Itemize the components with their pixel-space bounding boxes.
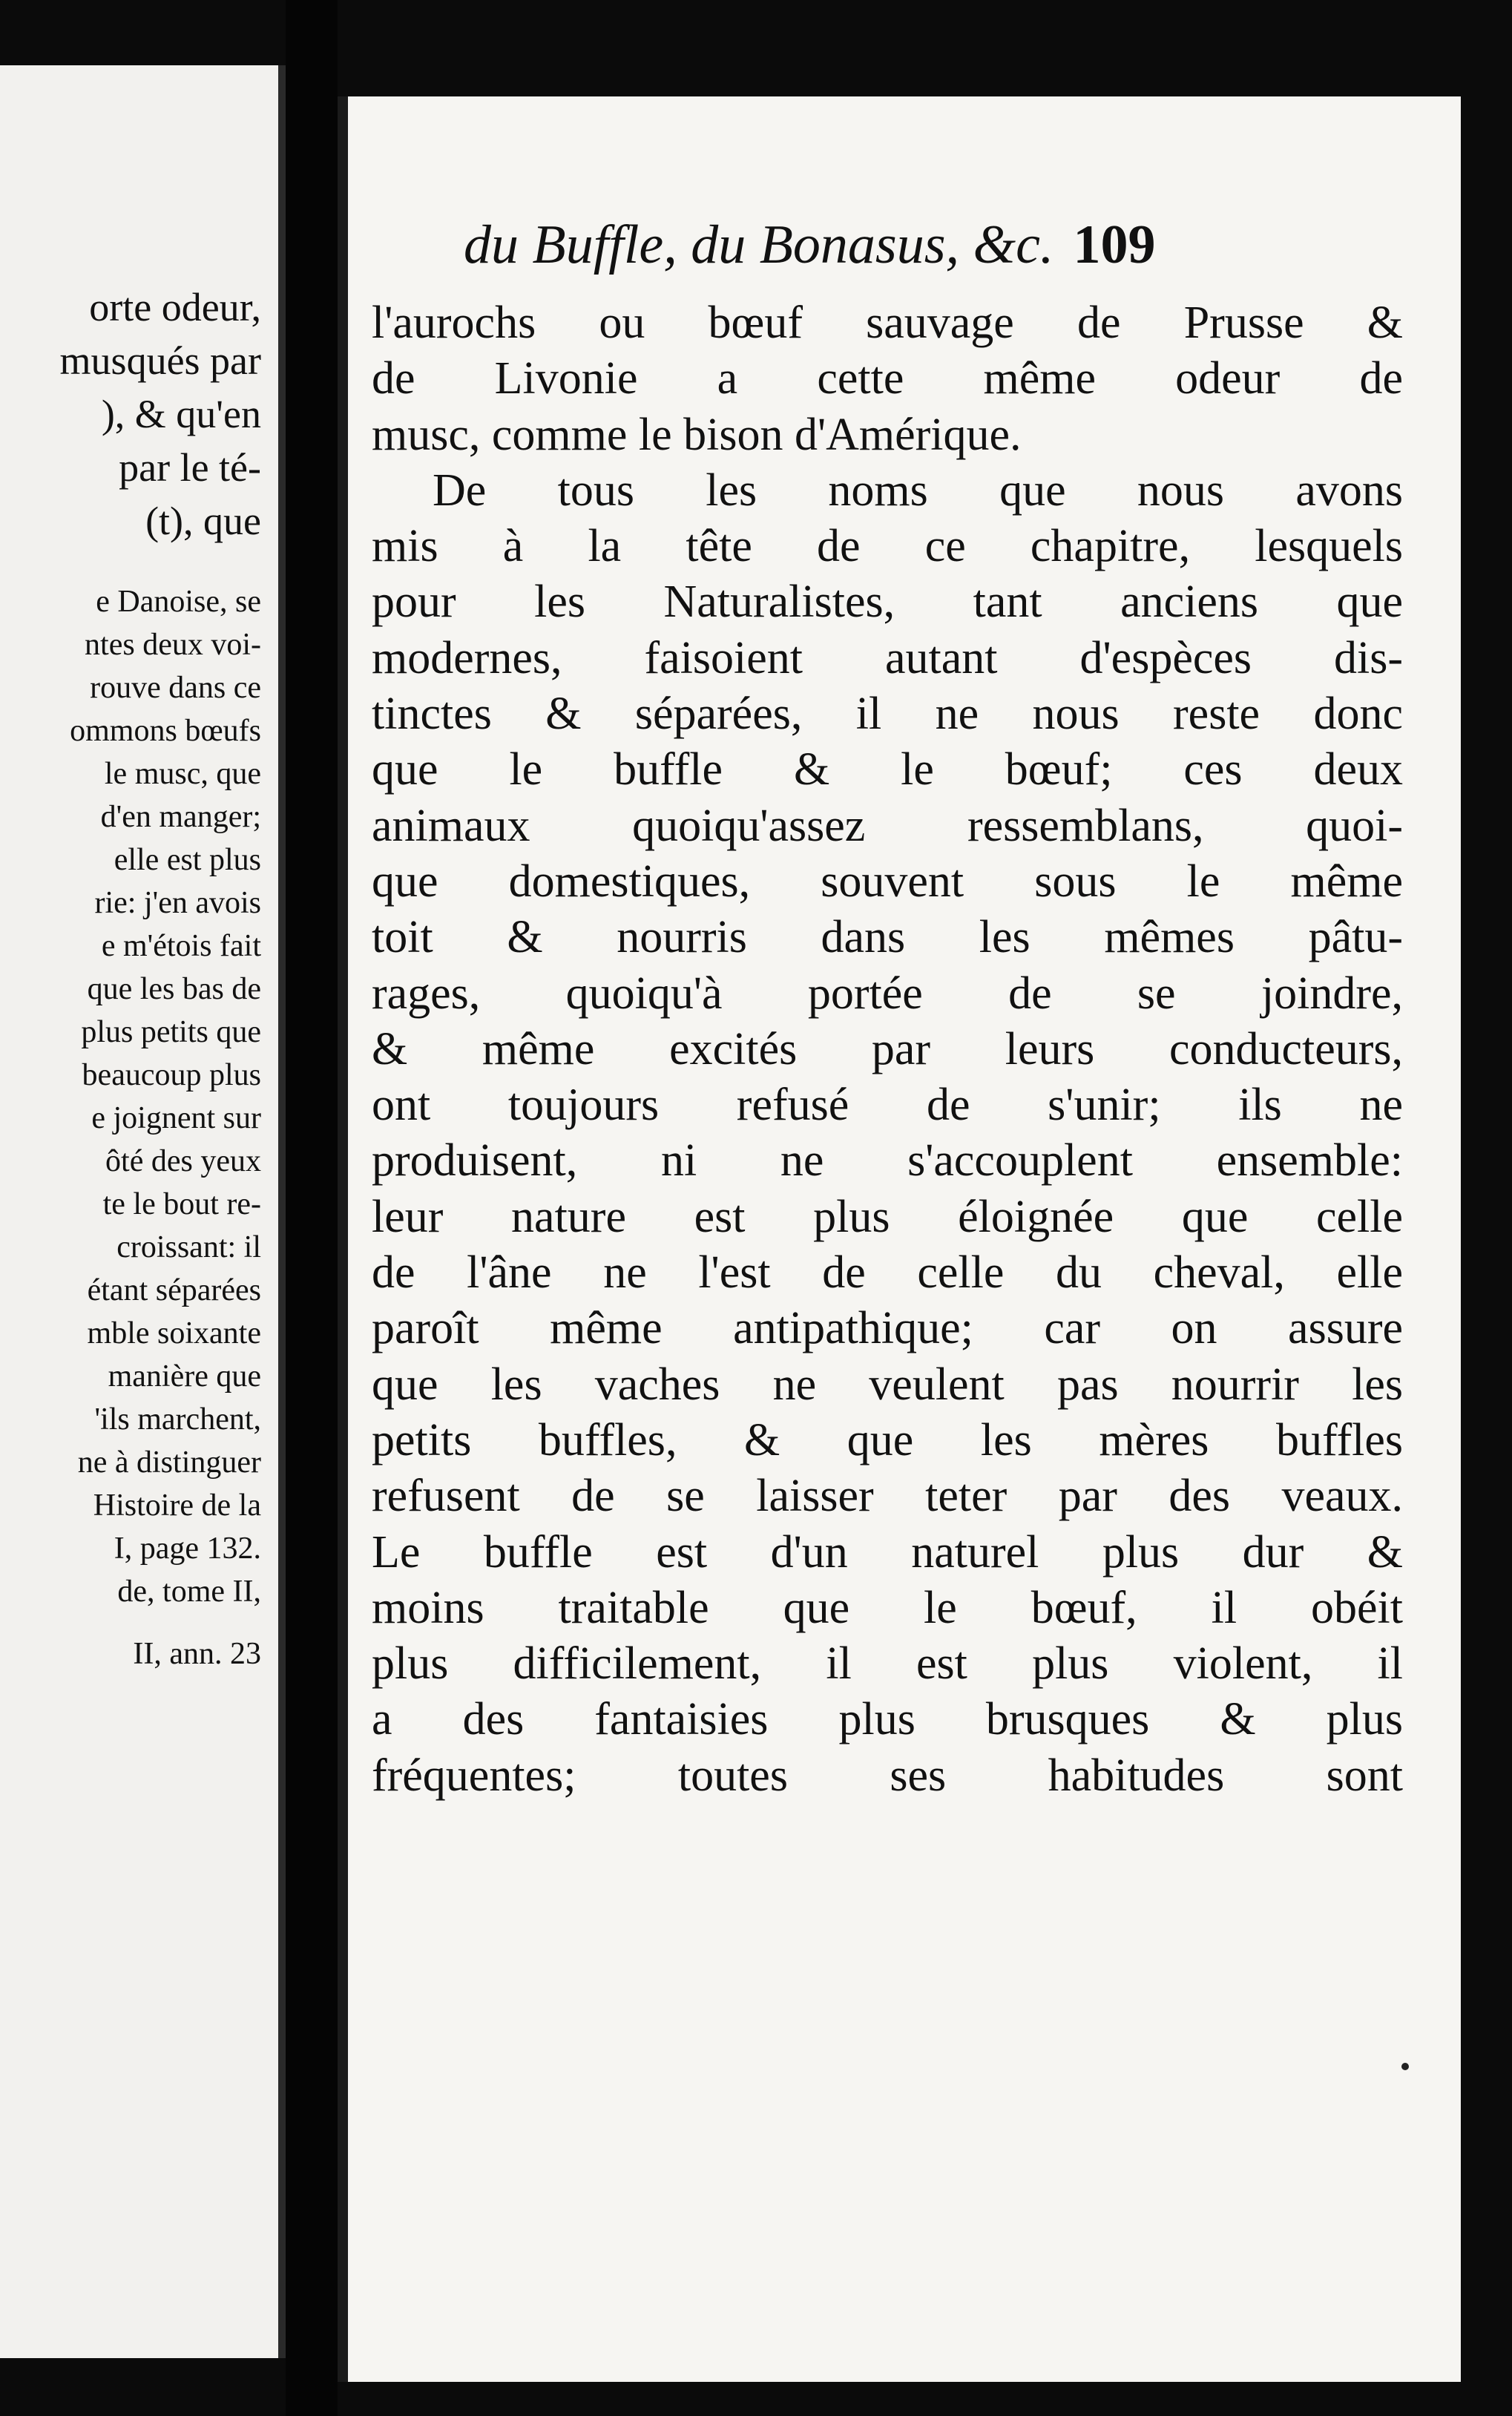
text-line: de Livonie a cette même odeur de bbox=[372, 353, 1403, 404]
left-page-line: plus petits que bbox=[81, 1015, 261, 1049]
left-page-line: orte odeur, bbox=[89, 285, 261, 329]
text-line: rages, quoiqu'à portée de se joindre, bbox=[372, 968, 1403, 1019]
left-page-line: manière que bbox=[108, 1359, 261, 1394]
left-page-line: ommons bœufs bbox=[70, 714, 261, 748]
text-line: animaux quoiqu'assez ressemblans, quoi- bbox=[372, 800, 1403, 851]
left-page-line: ntes deux voi- bbox=[85, 628, 261, 662]
text-line: leur nature est plus éloignée que celle bbox=[372, 1191, 1403, 1242]
page-number: 109 bbox=[1073, 214, 1156, 275]
left-page-line: le musc, que bbox=[104, 757, 261, 791]
text-line: plus difficilement, il est plus violent, il bbox=[372, 1638, 1403, 1690]
text-line: produisent, ni ne s'accouplent ensemble: bbox=[372, 1135, 1403, 1186]
left-page-line: ), & qu'en bbox=[101, 392, 261, 436]
left-page-line: (t), que bbox=[145, 499, 261, 543]
text-line: modernes, faisoient autant d'espèces dis- bbox=[372, 632, 1403, 683]
body-text bbox=[372, 295, 1403, 1804]
text-line: ont toujours refusé de s'unir; ils ne bbox=[372, 1080, 1403, 1131]
text-line: musc, comme le bison d'Amérique. bbox=[372, 409, 1022, 460]
text-line: que le buffle & le bœuf; ces deux bbox=[372, 744, 1403, 795]
paper-speck bbox=[1401, 2063, 1409, 2070]
left-page-line: ôté des yeux bbox=[105, 1144, 261, 1178]
left-page-line: de, tome II, bbox=[117, 1575, 261, 1609]
text-line: a des fantaisies plus brusques & plus bbox=[372, 1694, 1403, 1745]
left-page-line: beaucoup plus bbox=[82, 1058, 261, 1092]
left-page-line: 'ils marchent, bbox=[94, 1402, 261, 1437]
left-page-line: Histoire de la bbox=[93, 1488, 261, 1523]
left-page-line: mble soixante bbox=[87, 1316, 261, 1350]
left-page-line: elle est plus bbox=[114, 843, 261, 877]
text-line: que les vaches ne veulent pas nourrir les bbox=[372, 1359, 1403, 1410]
text-line: mis à la tête de ce chapitre, lesquels bbox=[372, 521, 1403, 572]
left-page-line: musqués par bbox=[59, 338, 261, 383]
left-page-line: croissant: il bbox=[116, 1230, 261, 1264]
left-page-text bbox=[0, 280, 286, 1675]
text-line: refusent de se laisser teter par des veaux. bbox=[372, 1471, 1403, 1522]
left-page-line: par le té- bbox=[119, 445, 261, 490]
left-page-line: étant séparées bbox=[87, 1273, 261, 1307]
right-page bbox=[338, 96, 1461, 2382]
left-page-line: rouve dans ce bbox=[90, 671, 261, 705]
left-page-line: II, ann. 23 bbox=[133, 1637, 261, 1671]
left-page-line: que les bas de bbox=[87, 972, 261, 1006]
left-page-line: e m'étois fait bbox=[101, 929, 261, 963]
running-header bbox=[464, 211, 1512, 278]
left-page-fragment bbox=[0, 65, 286, 2358]
text-line: petits buffles, & que les mères buffles bbox=[372, 1414, 1403, 1465]
text-line: moins traitable que le bœuf, il obéit bbox=[372, 1582, 1403, 1633]
text-line: tinctes & séparées, il ne nous reste donc bbox=[372, 689, 1403, 740]
left-page-line: I, page 132. bbox=[114, 1532, 261, 1566]
text-line: paroît même antipathique; car on assure bbox=[372, 1303, 1403, 1354]
left-page-line: rie: j'en avois bbox=[94, 886, 261, 920]
left-page-line: e joignent sur bbox=[91, 1101, 261, 1135]
left-page-line: te le bout re- bbox=[102, 1187, 261, 1221]
text-line: de l'âne ne l'est de celle du cheval, elle bbox=[372, 1247, 1403, 1299]
text-line: Le buffle est d'un naturel plus dur & bbox=[372, 1526, 1403, 1578]
text-line: pour les Naturalistes, tant anciens que bbox=[372, 577, 1403, 628]
left-page-line: d'en manger; bbox=[100, 800, 261, 834]
text-line: fréquentes; toutes ses habitudes sont bbox=[372, 1750, 1403, 1801]
running-title: du Buffle, du Bonasus, &c. bbox=[464, 214, 1054, 275]
book-gutter bbox=[286, 0, 338, 2416]
text-line: toit & nourris dans les mêmes pâtu- bbox=[372, 912, 1403, 963]
left-page-line: ne à distinguer bbox=[77, 1445, 261, 1480]
left-page-line: e Danoise, se bbox=[96, 585, 261, 619]
text-line: que domestiques, souvent sous le même bbox=[372, 856, 1403, 907]
text-line: l'aurochs ou bœuf sauvage de Prusse & bbox=[372, 298, 1403, 348]
text-line: De tous les noms que nous avons bbox=[433, 465, 1403, 516]
text-line: & même excités par leurs conducteurs, bbox=[372, 1023, 1403, 1074]
